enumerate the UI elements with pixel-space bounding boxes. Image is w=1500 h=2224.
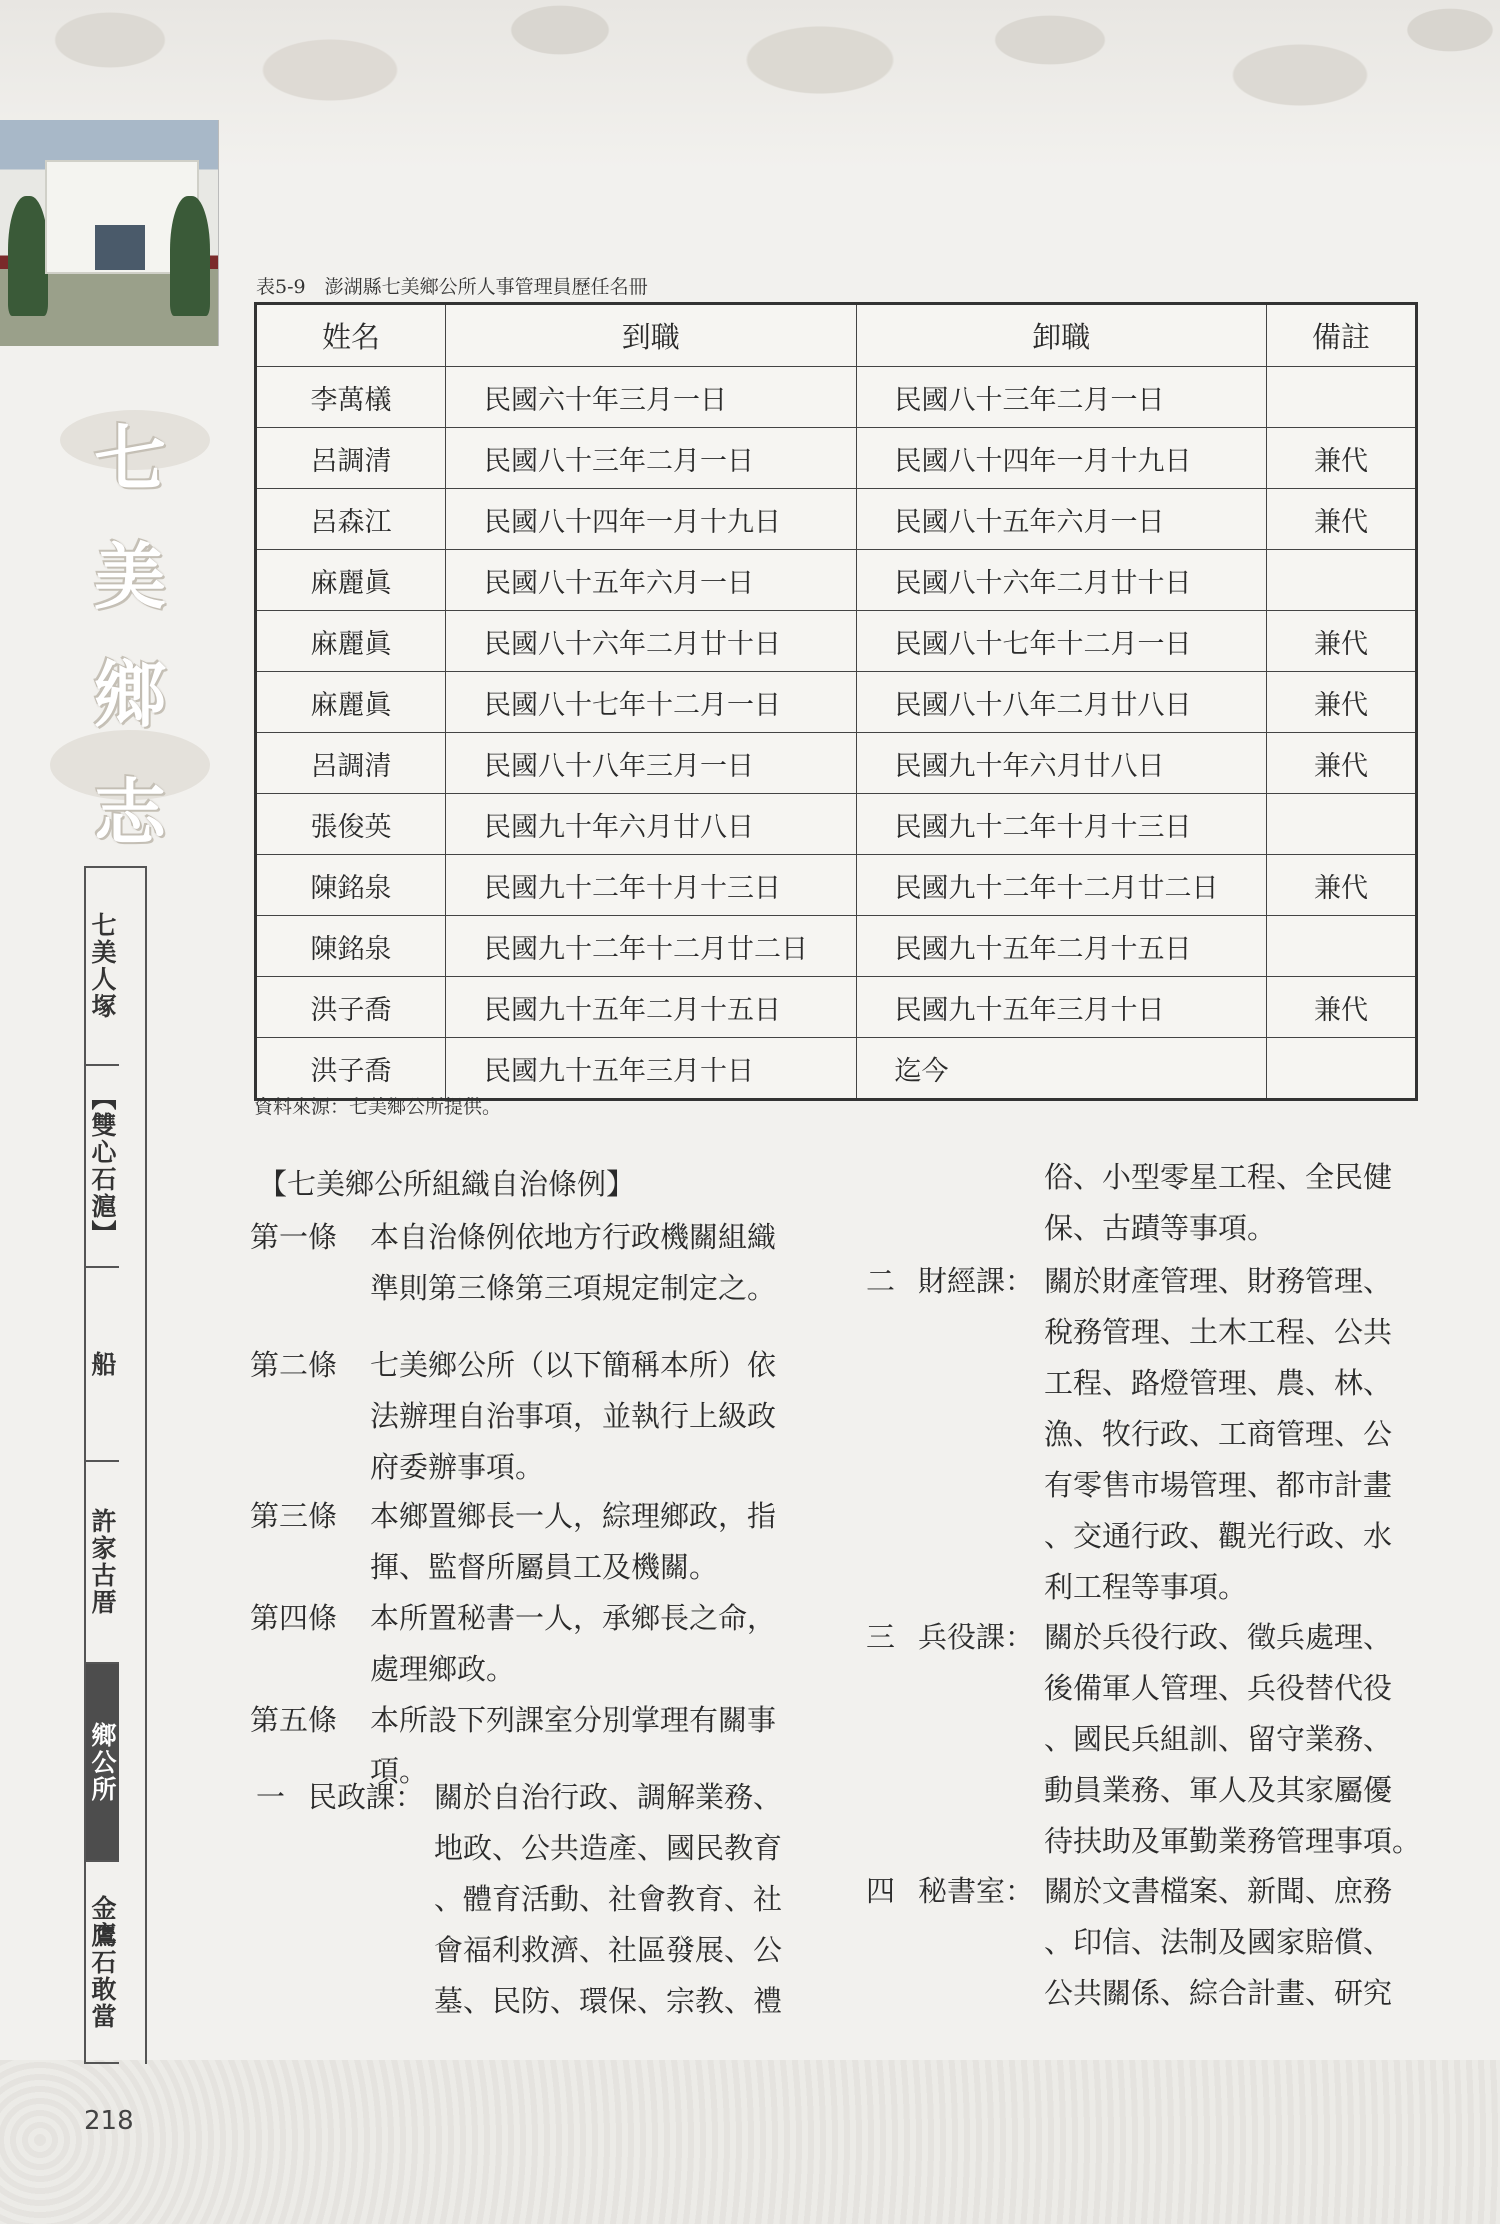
cell-name: 麻麗眞 <box>256 611 446 672</box>
cell-name: 洪子喬 <box>256 977 446 1038</box>
section-entry <box>256 1772 816 2027</box>
cell-name: 麻麗眞 <box>256 672 446 733</box>
chapter-tabs <box>84 866 147 2064</box>
article-label: 第四條 <box>250 1601 338 1635</box>
article-clause <box>250 1491 810 1593</box>
table-row <box>256 977 1417 1038</box>
cell-end-date: 民國九十二年十二月廿二日 <box>856 855 1267 916</box>
section-heading: 【七美鄉公所組織自治條例】 <box>258 1167 636 1201</box>
tree-image <box>170 196 210 316</box>
article-label: 第一條 <box>250 1220 338 1254</box>
cell-note: 兼代 <box>1267 611 1417 672</box>
title-char: 美 <box>93 534 166 619</box>
article-clause <box>250 1340 810 1493</box>
table-row <box>256 733 1417 794</box>
article-clause <box>250 1212 810 1314</box>
cell-note <box>1267 367 1417 428</box>
tab-hsu-family-house[interactable]: 許家古厝 <box>86 1462 119 1664</box>
section-entry <box>866 1866 1426 2019</box>
table-row <box>256 855 1417 916</box>
section-line: 關於財產管理、財務管理、 <box>1044 1264 1393 1298</box>
article-line: 揮、監督所屬員工及機關。 <box>370 1550 719 1584</box>
article-line: 本鄉置鄉長一人，綜理鄉政，指 <box>370 1499 777 1533</box>
section-line: 俗、小型零星工程、全民健 <box>1044 1160 1393 1194</box>
section-number: 二 <box>866 1264 896 1298</box>
township-office-photo <box>0 120 219 346</box>
tab-township-office[interactable]: 鄉公所 <box>86 1664 119 1862</box>
article-line: 處理鄉政。 <box>370 1652 516 1686</box>
section-line: 會福利救濟、社區發展、公 <box>434 1933 783 1967</box>
personnel-roster-table <box>254 302 1418 1101</box>
cell-start-date: 民國八十四年一月十九日 <box>446 489 857 550</box>
header-start-date: 到職 <box>446 304 857 367</box>
table-row <box>256 611 1417 672</box>
title-char: 鄉 <box>93 652 166 737</box>
table-row <box>256 916 1417 977</box>
header-end-date: 卸職 <box>856 304 1267 367</box>
table-row <box>256 367 1417 428</box>
cell-name: 李萬檥 <box>256 367 446 428</box>
section-line: 墓、民防、環保、宗教、禮 <box>434 1984 783 2018</box>
bottom-wave-decoration <box>0 2060 1500 2224</box>
section-number: 四 <box>866 1874 896 1908</box>
cell-note: 兼代 <box>1267 855 1417 916</box>
table-caption: 表5-9 澎湖縣七美鄉公所人事管理員歷任名冊 <box>256 276 648 298</box>
cell-name: 呂森江 <box>256 489 446 550</box>
article-line: 七美鄉公所（以下簡稱本所）依 <box>370 1348 777 1382</box>
section-line: 關於文書檔案、新聞、庶務 <box>1044 1874 1393 1908</box>
cell-name: 呂調清 <box>256 428 446 489</box>
section-line: 利工程等事項。 <box>1044 1570 1248 1604</box>
article-line: 項。 <box>370 1754 429 1788</box>
cell-note: 兼代 <box>1267 489 1417 550</box>
tab-boat[interactable]: 船 <box>86 1268 119 1462</box>
section-line: 、交通行政、觀光行政、水 <box>1044 1519 1393 1553</box>
title-char: 志 <box>93 770 166 855</box>
article-line: 法辦理自治事項，並執行上級政 <box>370 1399 777 1433</box>
article-line: 本自治條例依地方行政機關組織 <box>370 1220 777 1254</box>
article-line: 府委辦事項。 <box>370 1450 545 1484</box>
section-line: 地政、公共造產、國民教育 <box>434 1831 783 1865</box>
cell-start-date: 民國九十年六月廿八日 <box>446 794 857 855</box>
cell-note <box>1267 916 1417 977</box>
section-name: 民政課： <box>308 1780 425 1814</box>
table-row <box>256 1038 1417 1100</box>
cell-note <box>1267 550 1417 611</box>
cell-note <box>1267 794 1417 855</box>
cell-start-date: 民國八十六年二月廿十日 <box>446 611 857 672</box>
cell-name: 呂調清 <box>256 733 446 794</box>
article-label: 第二條 <box>250 1348 338 1382</box>
header-note: 備註 <box>1267 304 1417 367</box>
cell-end-date: 民國九十二年十月十三日 <box>856 794 1267 855</box>
section-line: 有零售市場管理、都市計畫 <box>1044 1468 1393 1502</box>
section-entry <box>866 1152 1426 1254</box>
table-row <box>256 550 1417 611</box>
section-line: 保、古蹟等事項。 <box>1044 1211 1277 1245</box>
cell-start-date: 民國八十八年三月一日 <box>446 733 857 794</box>
article-line: 本所置秘書一人，承鄉長之命， <box>370 1601 777 1635</box>
table-row <box>256 672 1417 733</box>
cell-start-date: 民國九十五年二月十五日 <box>446 977 857 1038</box>
article-line: 本所設下列課室分別掌理有關事 <box>370 1703 777 1737</box>
cell-start-date: 民國八十三年二月一日 <box>446 428 857 489</box>
cell-note <box>1267 1038 1417 1100</box>
section-line: 、印信、法制及國家賠償、 <box>1044 1925 1393 1959</box>
article-line: 準則第三條第三項規定制定之。 <box>370 1271 777 1305</box>
section-line: 公共關係、綜合計畫、研究 <box>1044 1976 1393 2010</box>
section-line: 、體育活動、社會教育、社 <box>434 1882 783 1916</box>
tree-image <box>8 196 48 316</box>
table-header-row <box>256 304 1417 367</box>
door-image <box>95 225 145 270</box>
article-label: 第三條 <box>250 1499 338 1533</box>
cell-start-date: 民國九十二年十二月廿二日 <box>446 916 857 977</box>
cell-end-date: 迄今 <box>856 1038 1267 1100</box>
cell-name: 張俊英 <box>256 794 446 855</box>
cell-end-date: 民國九十年六月廿八日 <box>856 733 1267 794</box>
title-char: 七 <box>93 416 166 501</box>
article-label: 第五條 <box>250 1703 338 1737</box>
cell-end-date: 民國八十七年十二月一日 <box>856 611 1267 672</box>
section-line: 待扶助及軍勤業務管理事項。 <box>1044 1824 1422 1858</box>
cell-start-date: 民國八十五年六月一日 <box>446 550 857 611</box>
cell-name: 麻麗眞 <box>256 550 446 611</box>
section-line: 後備軍人管理、兵役替代役 <box>1044 1671 1393 1705</box>
cell-end-date: 民國九十五年三月十日 <box>856 977 1267 1038</box>
table-source: 資料來源：七美鄉公所提供。 <box>254 1096 502 1118</box>
cell-end-date: 民國九十五年二月十五日 <box>856 916 1267 977</box>
section-name: 兵役課： <box>918 1620 1035 1654</box>
section-entry <box>866 1256 1426 1613</box>
section-number: 一 <box>256 1780 286 1814</box>
cell-start-date: 民國九十五年三月十日 <box>446 1038 857 1100</box>
section-line: 工程、路燈管理、農、林、 <box>1044 1366 1393 1400</box>
tab-twin-hearts-weir[interactable]: 【雙心石滬】 <box>86 1066 119 1268</box>
section-number: 三 <box>866 1620 896 1654</box>
section-name: 財經課： <box>918 1264 1035 1298</box>
page-number: 218 <box>84 2106 134 2136</box>
cell-name: 陳銘泉 <box>256 855 446 916</box>
section-line: 稅務管理、土木工程、公共 <box>1044 1315 1393 1349</box>
cell-start-date: 民國八十七年十二月一日 <box>446 672 857 733</box>
table-row <box>256 428 1417 489</box>
section-line: 關於兵役行政、徵兵處理、 <box>1044 1620 1393 1654</box>
section-name: 秘書室： <box>918 1874 1035 1908</box>
cell-note: 兼代 <box>1267 733 1417 794</box>
tab-qimei-tomb[interactable]: 七美人塚 <box>86 868 119 1066</box>
cell-note: 兼代 <box>1267 977 1417 1038</box>
table-row <box>256 489 1417 550</box>
table-row <box>256 794 1417 855</box>
cell-end-date: 民國八十六年二月廿十日 <box>856 550 1267 611</box>
top-cloud-decoration <box>0 0 1500 170</box>
section-line: 、國民兵組訓、留守業務、 <box>1044 1722 1393 1756</box>
book-title-vertical <box>70 400 190 872</box>
cell-name: 洪子喬 <box>256 1038 446 1100</box>
section-line: 動員業務、軍人及其家屬優 <box>1044 1773 1393 1807</box>
cell-note: 兼代 <box>1267 428 1417 489</box>
cell-start-date: 民國六十年三月一日 <box>446 367 857 428</box>
section-line: 關於自治行政、調解業務、 <box>434 1780 783 1814</box>
section-line: 漁、牧行政、工商管理、公 <box>1044 1417 1393 1451</box>
cell-end-date: 民國八十八年二月廿八日 <box>856 672 1267 733</box>
cell-end-date: 民國八十三年二月一日 <box>856 367 1267 428</box>
tab-golden-eagle-stone[interactable]: 金鷹石敢當 <box>86 1862 119 2064</box>
cell-end-date: 民國八十四年一月十九日 <box>856 428 1267 489</box>
cell-name: 陳銘泉 <box>256 916 446 977</box>
cell-note: 兼代 <box>1267 672 1417 733</box>
article-clause <box>250 1593 810 1695</box>
cell-end-date: 民國八十五年六月一日 <box>856 489 1267 550</box>
cell-start-date: 民國九十二年十月十三日 <box>446 855 857 916</box>
section-entry <box>866 1612 1426 1867</box>
header-name: 姓名 <box>256 304 446 367</box>
